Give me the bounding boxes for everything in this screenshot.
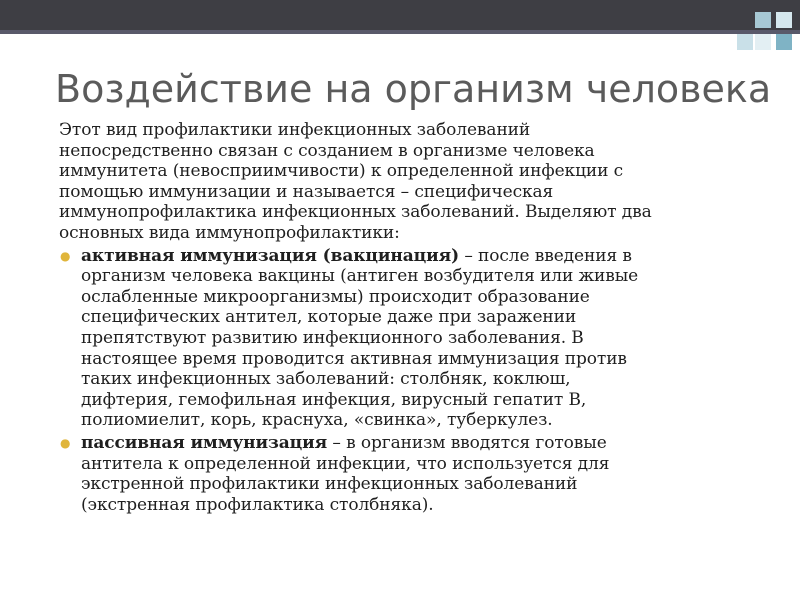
decorative-square: [776, 34, 792, 50]
header-bar: [0, 0, 800, 30]
decorative-square: [776, 12, 792, 28]
bullet-first-line: [81, 433, 749, 454]
bullet-line: антитела к определенной инфекции, что используется для: [81, 453, 610, 474]
header-stripe: [0, 30, 800, 34]
slide-body: [59, 120, 749, 517]
bullet-line: препятствуют развитию инфекционного заболевания. В: [81, 327, 584, 348]
intro-line: иммунопрофилактика инфекционных заболеваний. Выделяют два: [59, 202, 652, 223]
bullet-term: активная иммунизация (вакцинация): [81, 245, 460, 266]
bullet-item-active-immunization: [59, 246, 749, 431]
bullet-list: [59, 246, 749, 516]
bullet-line: ослабленные микроорганизмы) происходит образование: [81, 286, 590, 307]
bullet-circle-icon: ●: [60, 435, 71, 450]
bullet-line: таких инфекционных заболеваний: столбняк, коклюш,: [81, 369, 571, 390]
slide-title: Воздействие на организм человека: [55, 67, 772, 111]
bullet-line: специфических антител, которые даже при заражении: [81, 307, 577, 328]
bullet-line: экстренной профилактики инфекционных заболеваний: [81, 474, 578, 495]
bullet-first-line: [81, 246, 749, 267]
intro-line: Этот вид профилактики инфекционных заболеваний: [59, 120, 531, 140]
bullet-term: пассивная иммунизация: [81, 432, 328, 453]
intro-line: основных вида иммунопрофилактики:: [59, 222, 400, 243]
intro-paragraph: [59, 120, 749, 244]
intro-line: помощью иммунизации и называется – специфическая: [59, 181, 554, 202]
decorative-square: [755, 12, 771, 28]
intro-line: иммунитета (невосприимчивости) к определенной инфекции с: [59, 161, 624, 182]
bullet-line: (экстренная профилактика столбняка).: [81, 494, 434, 515]
bullet-circle-icon: ●: [60, 248, 71, 263]
bullet-item-passive-immunization: [59, 433, 749, 515]
bullet-line: дифтерия, гемофильная инфекция, вирусный гепатит В,: [81, 389, 587, 410]
bullet-text: – в организм вводятся готовые: [327, 432, 607, 453]
bullet-line: полиомиелит, корь, краснуха, «свинка», туберкулез.: [81, 410, 553, 431]
bullet-text: – после введения в: [459, 245, 632, 266]
intro-line: непосредственно связан с созданием в организме человека: [59, 140, 595, 161]
decorative-square: [737, 34, 753, 50]
decorative-square: [755, 34, 771, 50]
bullet-line: организм человека вакцины (антиген возбудителя или живые: [81, 266, 639, 287]
bullet-line: настоящее время проводится активная иммунизация против: [81, 348, 627, 369]
